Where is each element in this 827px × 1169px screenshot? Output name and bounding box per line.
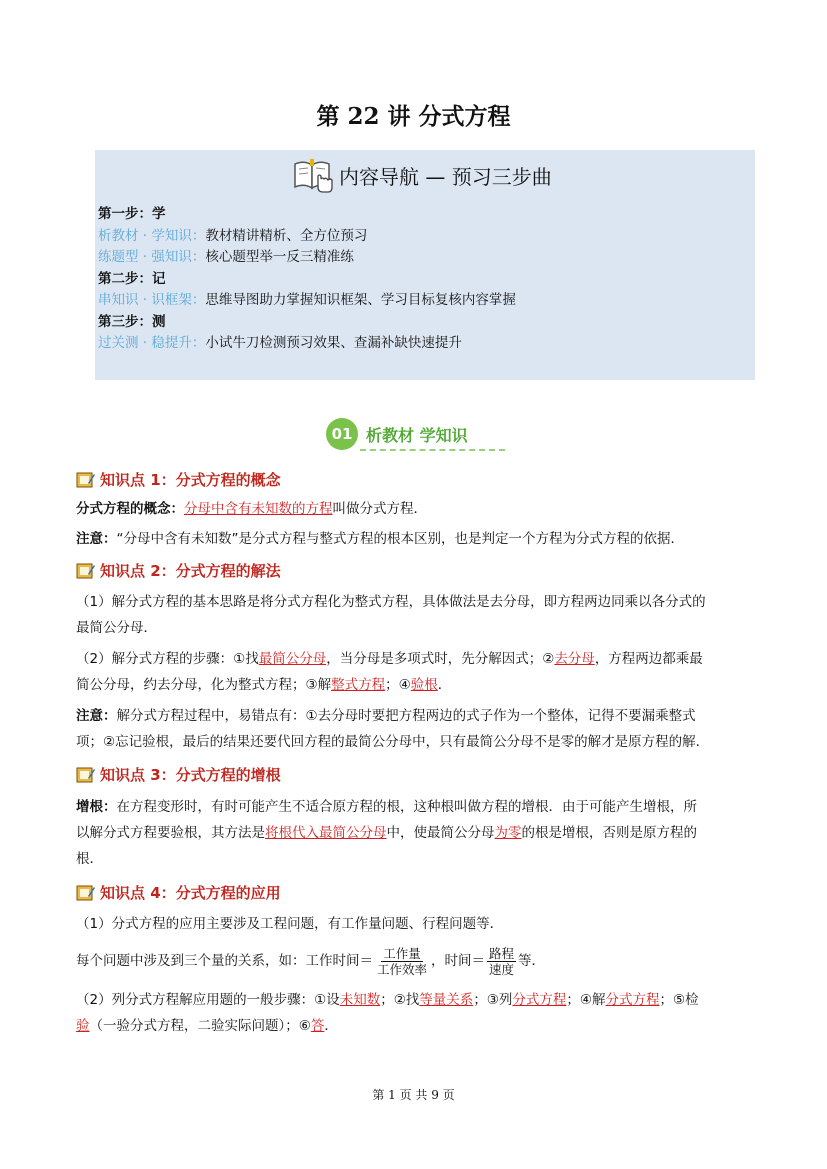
book-pointer-icon	[291, 156, 335, 194]
knowledge-point-2-heading: 知识点 2：分式方程的解法	[76, 560, 281, 581]
notebook-icon	[76, 766, 96, 784]
kp2-note: 注意：解分式方程过程中，易错点有：①去分母时要把方程两边的式子作为一个整体，记得不要漏乘整式 项；②忘记验根，最后的结果还要代回方程的最简公分母中，只有最简公分母不是零的解才是原方程的解．	[76, 708, 710, 750]
section-banner	[326, 417, 468, 451]
page-footer: 第 1 页 共 9 页	[372, 1088, 455, 1102]
kp1-definition: 分式方程的概念：分母中含有未知数的方程叫做分式方程．	[76, 501, 427, 517]
kp4-paragraph-3: （2）列分式方程解应用题的一般步骤：①设未知数；②找等量关系；③列分式方程；④解分式方程；⑤检 验（一验分式方程，二验实际问题）；⑥答．	[76, 992, 699, 1034]
step-item: 练题型 · 强知识：核心题型举一反三精准练	[98, 249, 354, 265]
section-number-badge: 01	[326, 418, 358, 450]
dashed-underline	[360, 449, 505, 451]
kp2-paragraph-1: （1）解分式方程的基本思路是将分式方程化为整式方程，具体做法是去分母，即方程两边同乘以各分式的 最简公分母．	[76, 594, 706, 636]
content-navigation-box	[95, 150, 755, 380]
nav-heading: 内容导航 — 预习三步曲	[339, 164, 552, 189]
kp1-note: 注意：“分母中含有未知数”是分式方程与整式方程的根本区别，也是判定一个方程为分式方程的依据．	[76, 531, 684, 547]
step-item: 析教材 · 学知识：教材精讲精析、全方位预习	[98, 227, 368, 244]
step-1-header: 第一步：学	[98, 206, 166, 222]
page-title: 第 22 讲 分式方程	[316, 103, 511, 130]
section-title: 析教材 学知识	[366, 425, 468, 445]
knowledge-point-3-heading: 知识点 3：分式方程的增根	[76, 764, 281, 785]
kp2-paragraph-2: （2）解分式方程的步骤：①找最简公分母，当分母是多项式时，先分解因式；②去分母，方程两边都乘最 简公分母，约去分母，化为整式方程；③解整式方程；④验根．	[76, 651, 703, 693]
step-item: 串知识 · 识框架：思维导图助力掌握知识框架、学习目标复核内容掌握	[98, 292, 516, 308]
fraction-work-time: $\frac{\text{工作量}}{\text{工作效率}}$	[377, 945, 428, 977]
step-item: 过关测 · 稳提升：小试牛刀检测预习效果、查漏补缺快速提升	[98, 335, 462, 351]
fraction-time: $\frac{\text{路程}}{\text{速度}}$	[489, 945, 515, 977]
kp4-paragraph-1: （1）分式方程的应用主要涉及工程问题，有工作量问题、行程问题等．	[76, 916, 504, 932]
knowledge-point-1-heading: 知识点 1：分式方程的概念	[76, 469, 281, 490]
kp3-paragraph: 增根：在方程变形时，有时可能产生不适合原方程的根，这种根叫做方程的增根．由于可能产生增根，所 以解分式方程要验根，其方法是将根代入最简公分母中，使最简公分母为零的根是增根，否则是原方程的 根．	[76, 799, 697, 867]
notebook-icon	[76, 884, 96, 902]
step-3-header: 第三步：测	[98, 313, 166, 330]
knowledge-point-4-heading: 知识点 4：分式方程的应用	[76, 882, 281, 903]
step-2-header: 第二步：记	[98, 270, 166, 287]
nav-header	[291, 155, 552, 195]
kp4-paragraph-2: 每个问题中涉及到三个量的关系，如：工作时间＝ $\frac{\text{工作量}}{\text{工作效率}}$ ，时间＝ $\frac{\text{路程}}{\text{速度}}$ 等．	[76, 945, 546, 977]
notebook-icon	[76, 471, 96, 489]
notebook-icon	[76, 562, 96, 580]
steps-list	[98, 204, 516, 355]
